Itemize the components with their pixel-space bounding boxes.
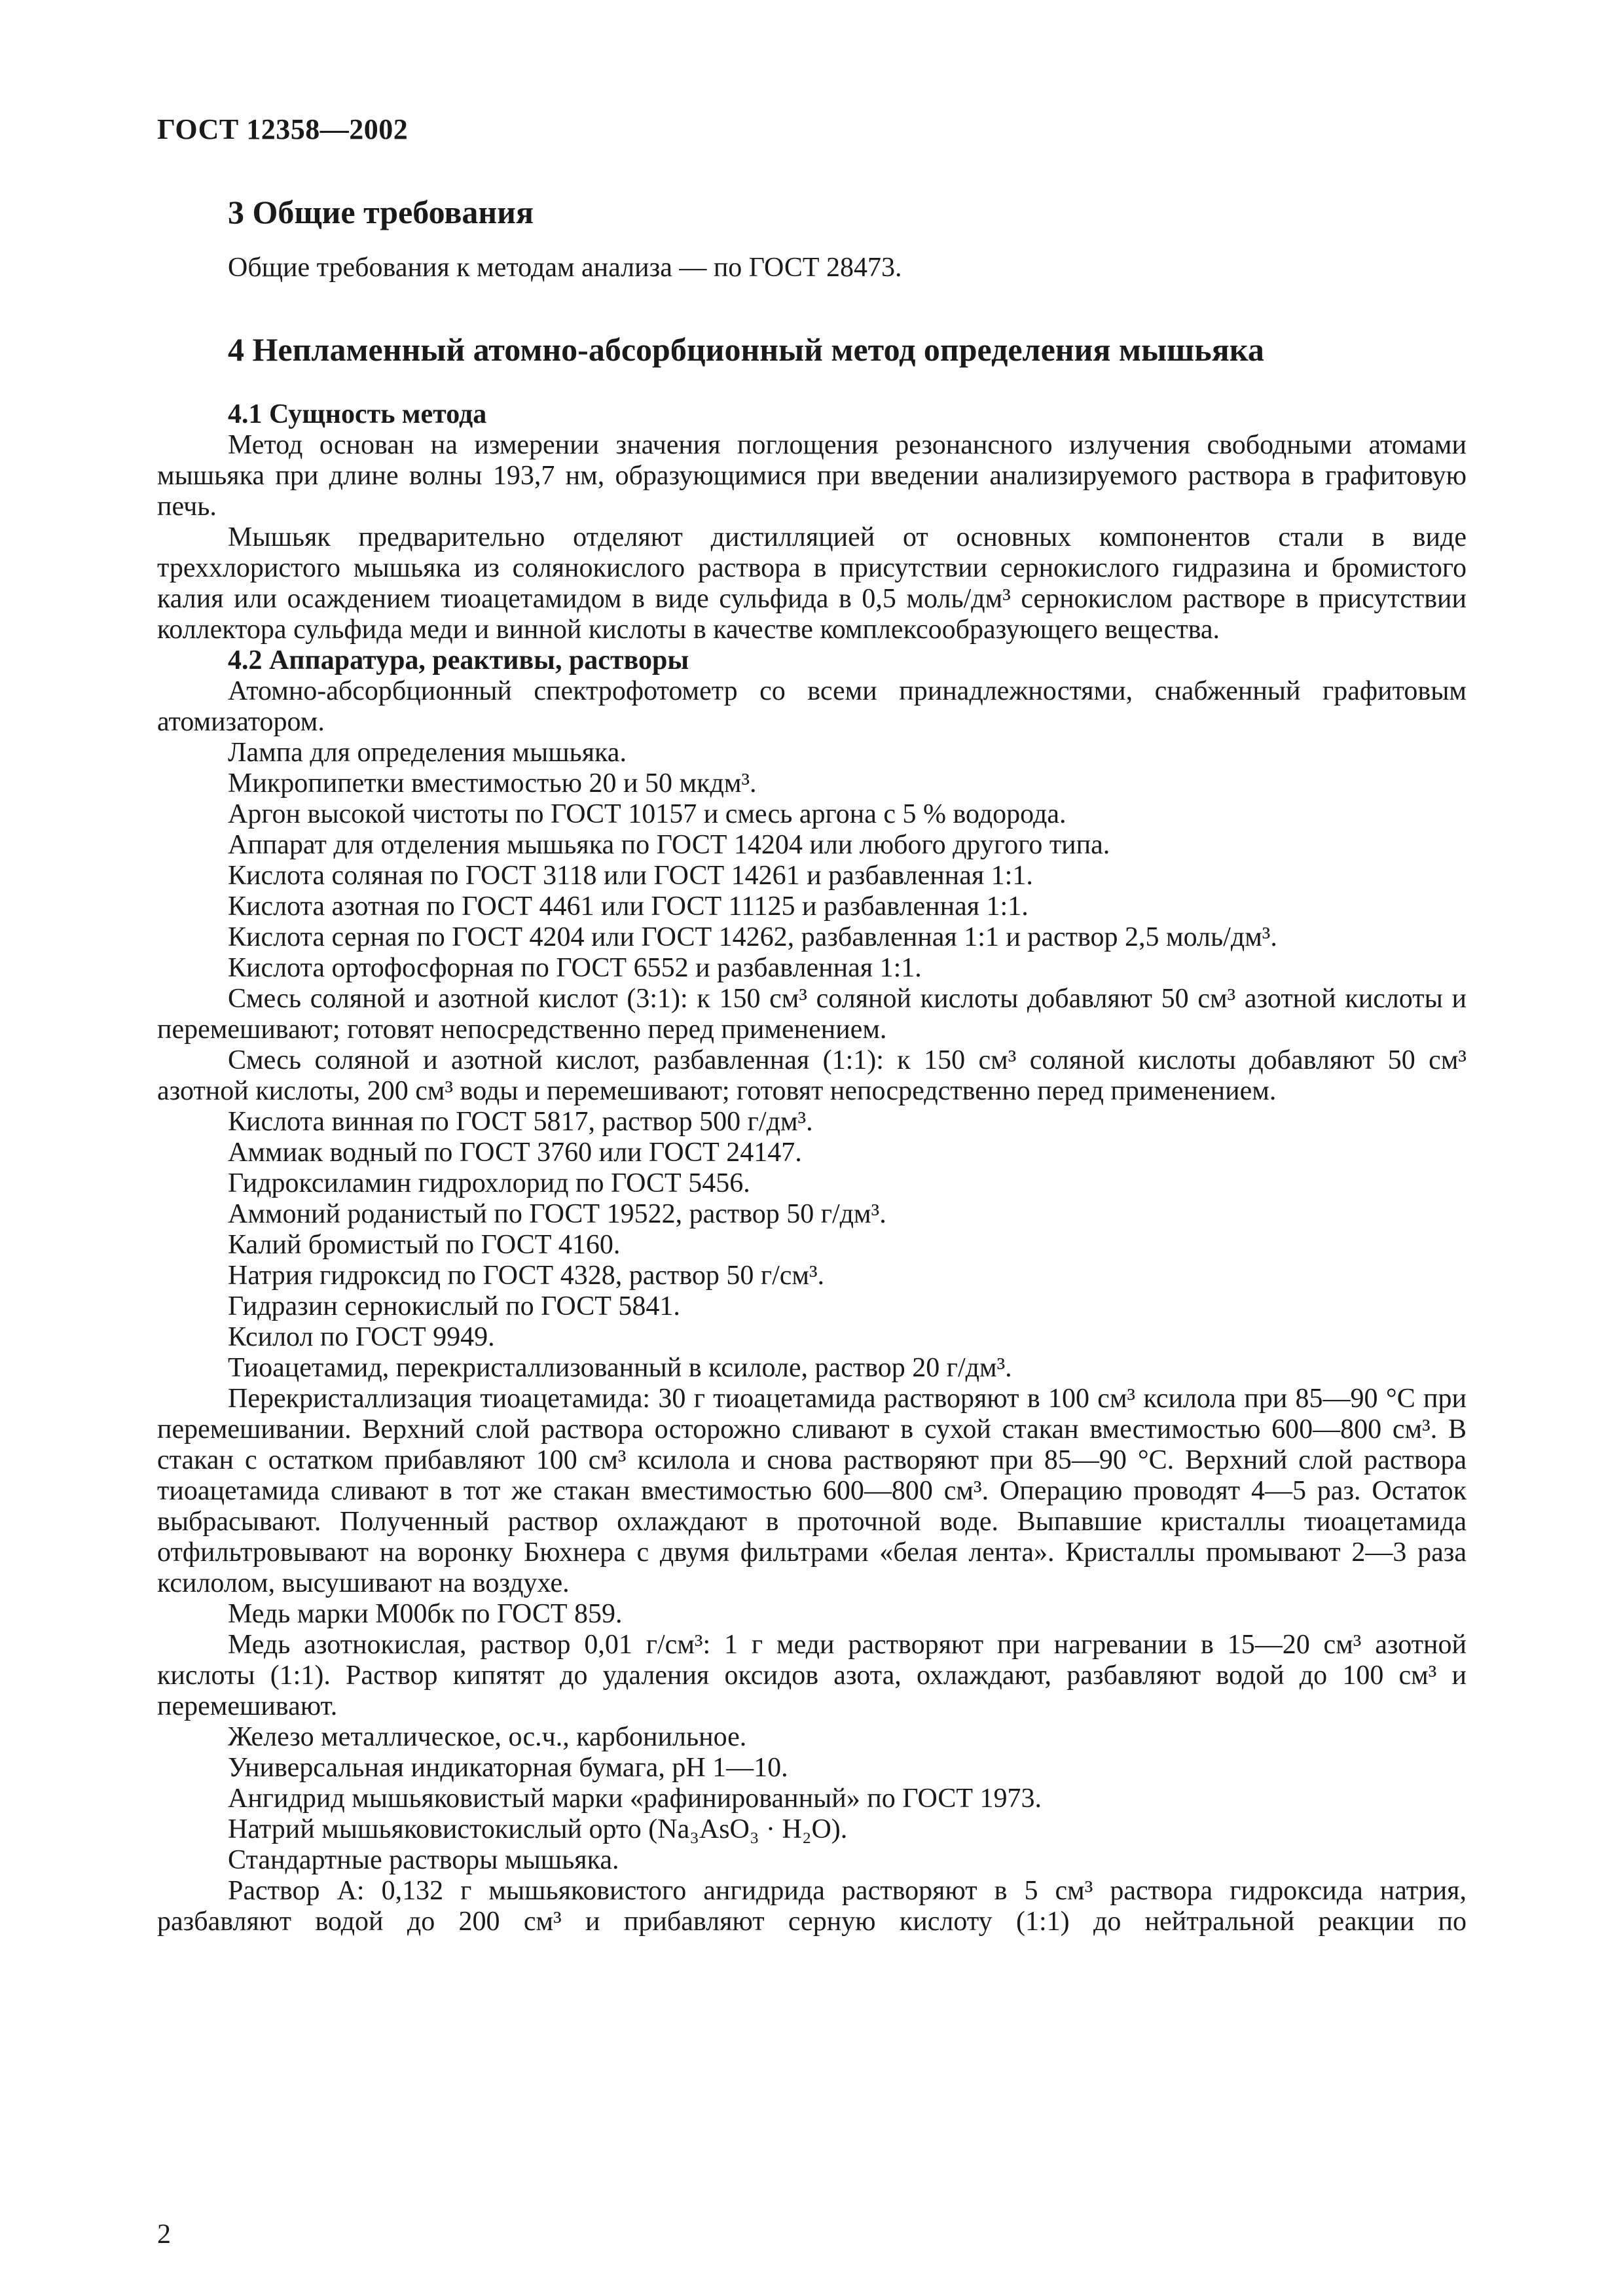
paragraph: Железо металлическое, ос.ч., карбонильное.: [228, 1722, 747, 1752]
paragraph: Метод основан на измерении значения поглощения резонансного излучения свободными атомами мышьяка при длине волны 193,7 нм, образующимися при введении анализируемого раствора в графитовую печь.: [157, 430, 1467, 522]
paragraph: Натрия гидроксид по ГОСТ 4328, раствор 50 г/см³.: [228, 1261, 825, 1291]
paragraph: Мышьяк предварительно отделяют дистилляцией от основных компонентов стали в виде треххлористого мышьяка из солянокислого раствора в присутствии сернокислого гидразина и бромистого калия или осаждением тиоацетамидом в виде сульфида в 0,5 моль/дм³ сернокислом растворе в присутствии коллектора сульфида меди и винной кислоты в качестве комплексообразующего вещества.: [157, 522, 1467, 645]
section-4-title: 4 Непламенный атомно-абсорбционный метод определения мышьяка: [228, 331, 1264, 368]
paragraph: Натрий мышьяковистокислый орто (Na₃AsO₃ · H₂O).: [228, 1814, 848, 1844]
paragraph: Тиоацетамид, перекристаллизованный в ксилоле, раствор 20 г/дм³.: [228, 1353, 1012, 1383]
paragraph: Аммиак водный по ГОСТ 3760 или ГОСТ 24147.: [228, 1138, 802, 1168]
paragraph: Перекристаллизация тиоацетамида: 30 г тиоацетамида растворяют в 100 см³ ксилола при 85—90 °С при перемешивании. Верхний слой раствора осторожно сливают в сухой стакан вместимостью 600—800 см³. В стакан с остатком прибавляют 100 см³ ксилола и снова растворяют при 85—90 °С. Верхний слой раствора тиоацетамида сливают в тот же стакан вместимостью 600—800 см³. Операцию проводят 4—5 раз. Остаток выбрасывают. Полученный раствор охлаждают в проточной воде. Выпавшие кристаллы тиоацетамида отфильтровывают на воронку Бюхнера с двумя фильтрами «белая лента». Кристаллы промывают 2—3 раза ксилолом, высушивают на воздухе.: [157, 1384, 1467, 1598]
paragraph: Кислота винная по ГОСТ 5817, раствор 500 г/дм³.: [228, 1107, 813, 1137]
paragraph: Раствор А: 0,132 г мышьяковистого ангидрида растворяют в 5 см³ раствора гидроксида натрия, разбавляют водой до 200 см³ и прибавляют серную кислоту (1:1) до нейтральной реакции по: [157, 1876, 1467, 1937]
paragraph: Аммоний роданистый по ГОСТ 19522, раствор 50 г/дм³.: [228, 1199, 886, 1229]
paragraph: Аргон высокой чистоты по ГОСТ 10157 и смесь аргона с 5 % водорода.: [228, 799, 1067, 829]
paragraph: Кислота соляная по ГОСТ 3118 или ГОСТ 14261 и разбавленная 1:1.: [228, 861, 1033, 891]
paragraph: Смесь соляной и азотной кислот (3:1): к 150 см³ соляной кислоты добавляют 50 см³ азотной кислоты и перемешивают; готовят непосредственно перед применением.: [157, 984, 1467, 1045]
paragraph: Гидроксиламин гидрохлорид по ГОСТ 5456.: [228, 1168, 750, 1198]
paragraph: Лампа для определения мышьяка.: [228, 738, 627, 768]
page-number: 2: [157, 2219, 171, 2250]
paragraph: Стандартные растворы мышьяка.: [228, 1845, 619, 1875]
paragraph: Медь азотнокислая, раствор 0,01 г/см³: 1 г меди растворяют при нагревании в 15—20 см³ азотной кислоты (1:1). Раствор кипятят до удаления оксидов азота, охлаждают, разбавляют водой до 100 см³ и перемешивают.: [157, 1630, 1467, 1721]
paragraph: Универсальная индикаторная бумага, рН 1—10.: [228, 1753, 788, 1783]
paragraph: Микропипетки вместимостью 20 и 50 мкдм³.: [228, 768, 757, 798]
paragraph: Медь марки М00бк по ГОСТ 859.: [228, 1599, 623, 1629]
paragraph: Кислота серная по ГОСТ 4204 или ГОСТ 14262, разбавленная 1:1 и раствор 2,5 моль/дм³.: [228, 922, 1277, 952]
section-4-body: [157, 399, 1467, 1937]
paragraph: Атомно-абсорбционный спектрофотометр со всеми принадлежностями, снабженный графитовым атомизатором.: [157, 676, 1467, 737]
section-3-text: Общие требования к методам анализа — по ГОСТ 28473.: [228, 253, 902, 283]
document-header: ГОСТ 12358—2002: [157, 113, 409, 145]
section-3-title: 3 Общие требования: [228, 194, 534, 230]
subsection-title: 4.2 Аппаратура, реактивы, растворы: [228, 645, 689, 675]
paragraph: Гидразин сернокислый по ГОСТ 5841.: [228, 1291, 680, 1321]
paragraph: Ксилол по ГОСТ 9949.: [228, 1322, 495, 1352]
paragraph: Кислота азотная по ГОСТ 4461 или ГОСТ 11125 и разбавленная 1:1.: [228, 891, 1029, 922]
paragraph: Ангидрид мышьяковистый марки «рафинированный» по ГОСТ 1973.: [228, 1784, 1042, 1814]
subsection-title: 4.1 Сущность метода: [228, 399, 487, 429]
paragraph: Калий бромистый по ГОСТ 4160.: [228, 1230, 621, 1260]
paragraph: Смесь соляной и азотной кислот, разбавленная (1:1): к 150 см³ соляной кислоты добавляют 50 см³ азотной кислоты, 200 см³ воды и перемешивают; готовят непосредственно перед применением.: [157, 1045, 1467, 1106]
paragraph: Кислота ортофосфорная по ГОСТ 6552 и разбавленная 1:1.: [228, 953, 922, 983]
paragraph: Аппарат для отделения мышьяка по ГОСТ 14204 или любого другого типа.: [228, 830, 1110, 860]
